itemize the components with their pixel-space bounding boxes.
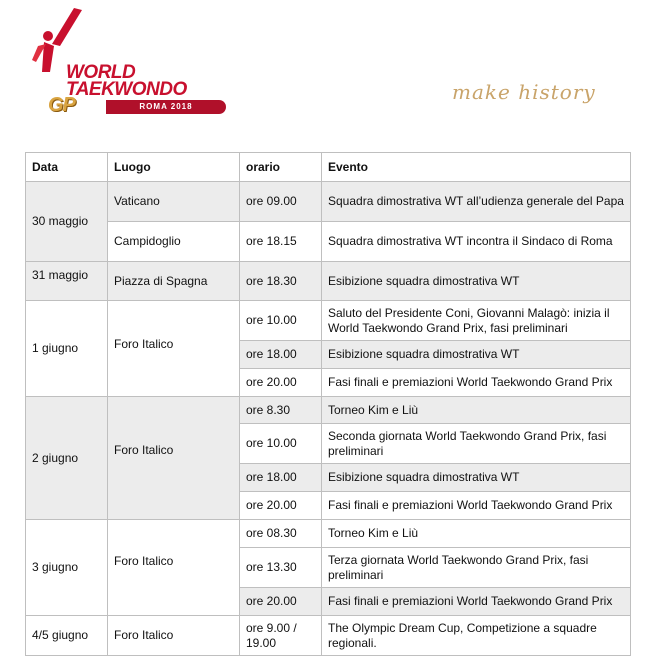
header-orario: orario — [240, 153, 322, 182]
cell-data: 31 maggio — [26, 262, 108, 301]
cell-orario: ore 9.00 / 19.00 — [240, 616, 322, 656]
cell-orario: ore 09.00 — [240, 182, 322, 222]
cell-luogo: Foro Italico — [108, 520, 240, 616]
table-row — [26, 182, 631, 222]
logo-gp: GP — [48, 94, 75, 116]
cell-evento: Terza giornata World Taekwondo Grand Prix, fasi preliminari — [322, 548, 631, 588]
cell-orario: ore 08.30 — [240, 520, 322, 548]
cell-orario: ore 18.15 — [240, 222, 322, 262]
cell-luogo: Vaticano — [108, 182, 240, 222]
logo-wordmark: WORLD TAEKWONDO — [66, 62, 187, 100]
cell-luogo: Campidoglio — [108, 222, 240, 262]
table-row — [26, 222, 631, 262]
cell-orario: ore 20.00 — [240, 492, 322, 520]
table-row — [26, 616, 631, 656]
cell-evento: Esibizione squadra dimostrativa WT — [322, 262, 631, 301]
cell-orario: ore 20.00 — [240, 369, 322, 397]
cell-luogo: Foro Italico — [108, 397, 240, 520]
header-evento: Evento — [322, 153, 631, 182]
cell-data: 4/5 giugno — [26, 616, 108, 656]
header-data: Data — [26, 153, 108, 182]
header-luogo: Luogo — [108, 153, 240, 182]
cell-orario: ore 18.00 — [240, 464, 322, 492]
cell-orario: ore 10.00 — [240, 424, 322, 464]
cell-luogo: Piazza di Spagna — [108, 262, 240, 301]
table-row — [26, 397, 631, 424]
cell-evento: Fasi finali e premiazioni World Taekwondo Grand Prix — [322, 492, 631, 520]
cell-evento: Torneo Kim e Liù — [322, 397, 631, 424]
cell-orario: ore 18.00 — [240, 341, 322, 369]
cell-data: 1 giugno — [26, 301, 108, 397]
logo-roma-band: ROMA 2018 — [106, 100, 226, 114]
cell-evento: Esibizione squadra dimostrativa WT — [322, 464, 631, 492]
schedule-table — [25, 152, 631, 656]
cell-data: 3 giugno — [26, 520, 108, 616]
cell-orario: ore 20.00 — [240, 588, 322, 616]
cell-orario: ore 10.00 — [240, 301, 322, 341]
tagline: make history — [452, 80, 596, 104]
table-row — [26, 301, 631, 341]
cell-evento: Seconda giornata World Taekwondo Grand Prix, fasi preliminari — [322, 424, 631, 464]
table-header-row — [26, 153, 631, 182]
cell-evento: Squadra dimostrativa WT all’udienza generale del Papa — [322, 182, 631, 222]
cell-data: 30 maggio — [26, 182, 108, 262]
cell-luogo: Foro Italico — [108, 301, 240, 397]
cell-evento: Torneo Kim e Liù — [322, 520, 631, 548]
cell-evento: Fasi finali e premiazioni World Taekwondo Grand Prix — [322, 369, 631, 397]
cell-orario: ore 18.30 — [240, 262, 322, 301]
cell-orario: ore 8.30 — [240, 397, 322, 424]
table-row — [26, 520, 631, 548]
cell-luogo: Foro Italico — [108, 616, 240, 656]
table-row — [26, 262, 631, 301]
cell-data: 2 giugno — [26, 397, 108, 520]
cell-evento: Esibizione squadra dimostrativa WT — [322, 341, 631, 369]
cell-orario: ore 13.30 — [240, 548, 322, 588]
world-taekwondo-gp-logo — [26, 6, 216, 124]
cell-evento: Fasi finali e premiazioni World Taekwondo Grand Prix — [322, 588, 631, 616]
cell-evento: The Olympic Dream Cup, Competizione a squadre regionali. — [322, 616, 631, 656]
cell-evento: Saluto del Presidente Coni, Giovanni Malagò: inizia il World Taekwondo Grand Prix, fasi preliminari — [322, 301, 631, 341]
cell-evento: Squadra dimostrativa WT incontra il Sindaco di Roma — [322, 222, 631, 262]
